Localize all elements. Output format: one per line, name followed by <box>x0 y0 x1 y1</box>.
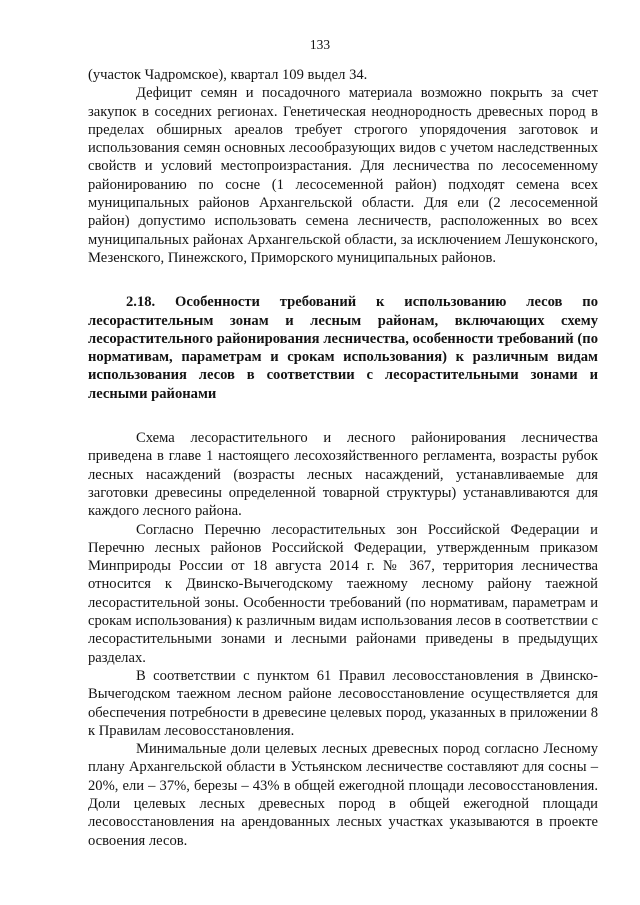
paragraph-continuation: (участок Чадромское), квартал 109 выдел 34. <box>88 67 368 83</box>
paragraph-zoning-scheme: Схема лесорастительного и лесного районирования лесничества приведена в главе 1 настоящего лесохозяйственного регламента, возрасты рубок лесных насаждений (возрасты лесных насаждений, устанавливаемые для заготовки древесины определенной товарной структуры) устанавливаются для каждого лесного района. <box>88 430 598 520</box>
paragraph-reforestation-rules: В соответствии с пунктом 61 Правил лесовосстановления в Двинско-Вычегодском таежном лесном районе лесовосстановление осуществляется для обеспечения потребности в древесине целевых пород, указанных в приложении 8 к Правилам лесовосстановления. <box>88 667 598 739</box>
paragraph-forest-zones-list: Согласно Перечню лесорастительных зон Российской Федерации и Перечню лесных районов Российской Федерации, утвержденным приказом Минприроды России от 18 августа 2014 г. № 367, территория лесничества относится к Двинско-Вычегодскому таежному лесному району таежной лесорастительной зоны. Особенности требований (по нормативам, параметрам и срокам использования) к различным видам использования лесов в соответствии с лесорастительными зонами и лесными районами приведены в предыдущих разделах. <box>88 521 598 666</box>
page-body <box>88 66 598 850</box>
page-number: 133 <box>309 37 331 52</box>
paragraph-seed-deficit: Дефицит семян и посадочного материала возможно покрыть за счет закупок в соседних регионах. Генетическая неоднородность древесных пород в пределах обширных ареалов требует строгого упорядочения заготовок и использования семян основных лесообразующих видов с учетом наследственных свойств и условий местопроизрастания. Для лесничества по лесосеменному районированию по сосне (1 лесосеменной район) подходят семена всех муниципальных районов Архангельской области. Для ели (2 лесосеменной район) допустимо использовать семена лесничеств, расположенных во всех муниципальных районах Архангельской области, за исключением Лешуконского, Мезенского, Пинежского, Приморского муниципальных районов. <box>88 85 598 266</box>
paragraph-target-species-shares: Минимальные доли целевых лесных древесных пород согласно Лесному плану Архангельской области в Устьянском лесничестве составляют для сосны – 20%, ели – 37%, березы – 43% в общей ежегодной площади лесовосстановления. Доли целевых лесных древесных пород в общей ежегодной площади лесовосстановления на арендованных лесных участках указываются в проекте освоения лесов. <box>88 741 598 849</box>
section-heading-2-18: 2.18. Особенности требований к использованию лесов по лесорастительным зонам и лесным районам, включающих схему лесорастительного районирования лесничества, особенности требований (по нормативам, параметрам и срокам использования) к различным видам использования лесов в соответствии с лесорастительными зонами и лесными районами <box>88 294 598 402</box>
